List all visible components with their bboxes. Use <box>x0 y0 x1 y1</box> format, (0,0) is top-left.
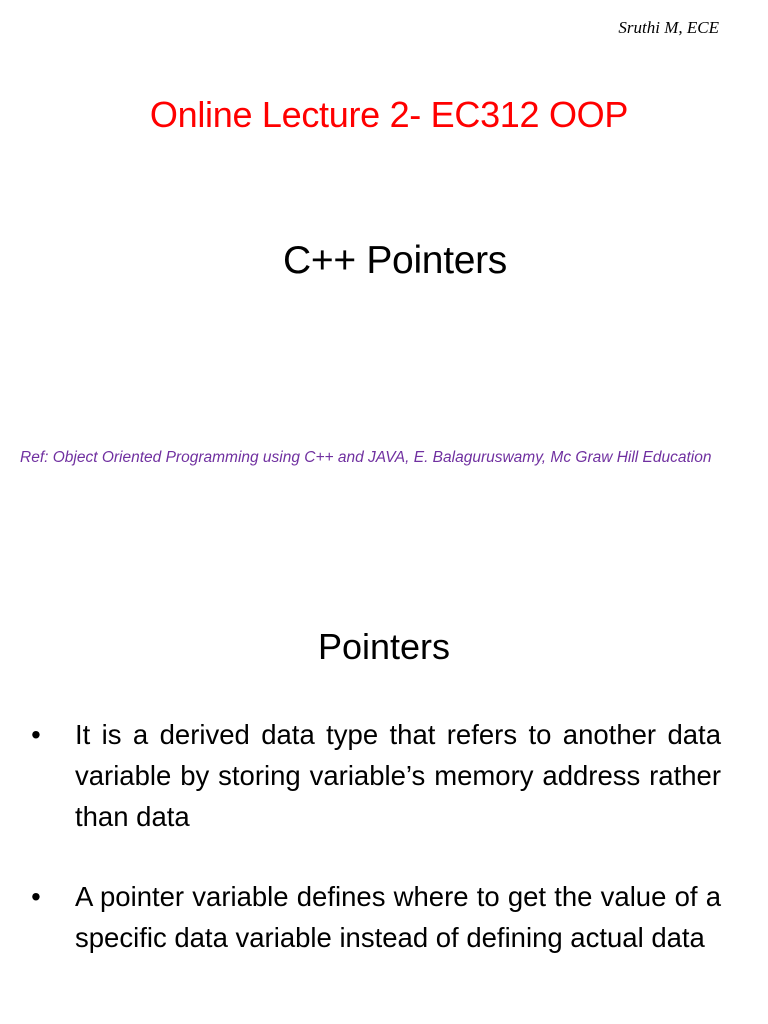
lecture-title: Online Lecture 2- EC312 OOP <box>149 94 629 135</box>
bullet-item <box>26 876 721 958</box>
reference-text: Ref: Object Oriented Programming using C++ and JAVA, E. Balaguruswamy, Mc Graw Hill Education <box>20 449 712 466</box>
bullet-text: It is a derived data type that refers to another data variable by storing variable’s memory address rather than data <box>75 719 721 832</box>
section-heading: Pointers <box>317 626 451 667</box>
bullet-icon: • <box>31 719 41 750</box>
bullet-text: A pointer variable defines where to get the value of a specific data variable instead of defining actual data <box>75 881 721 953</box>
bullet-icon: • <box>31 881 41 912</box>
topic-title: C++ Pointers <box>282 239 508 282</box>
author-label: Sruthi M, ECE <box>618 18 719 37</box>
bullet-item <box>26 714 721 837</box>
bullet-list <box>26 714 721 997</box>
